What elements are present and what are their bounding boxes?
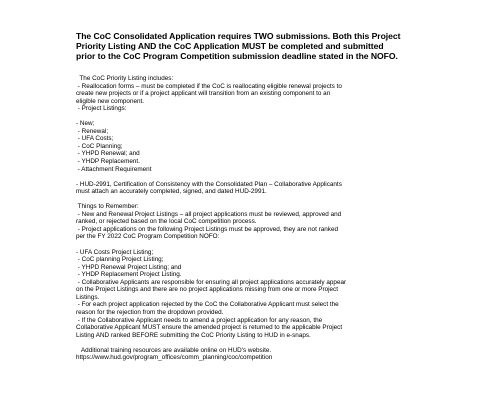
body-line: - YHDP Replacement. bbox=[76, 158, 140, 166]
body-line: https://www.hud.gov/program_offices/comm_planning/coc/competition bbox=[76, 354, 273, 362]
blank-line bbox=[76, 339, 481, 347]
blank-line bbox=[76, 113, 481, 121]
body-line: - If the Collaborative Applicant needs to amend a project application for any reason, the bbox=[76, 316, 323, 324]
body-line: on the Project Listings and there are no project applications missing from one or more Project bbox=[76, 286, 338, 294]
body-line: - New and Renewal Project Listings – all project applications must be reviewed, approved and bbox=[76, 210, 342, 218]
body-line: - Renewal; bbox=[76, 127, 109, 135]
body-line: Things to Remember: bbox=[76, 203, 139, 211]
body-line: Listing AND ranked BEFORE submitting the CoC Priority Listing to HUD in e-snaps. bbox=[76, 331, 311, 339]
body-line: - YHPD Renewal; and bbox=[76, 150, 140, 158]
body-line: - Attachment Requirement bbox=[76, 165, 152, 173]
body-line: reason for the rejection from the dropdown provided. bbox=[76, 308, 224, 316]
body-line: - New; bbox=[76, 120, 95, 128]
blank-line bbox=[76, 173, 481, 181]
body-line: Listings. bbox=[76, 293, 100, 301]
body-line: - HUD-2991, Certification of Consistency with the Consolidated Plan – Collaborative Applicants bbox=[76, 180, 342, 188]
body-line: - CoC planning Project Listing; bbox=[76, 256, 164, 264]
body-line: The CoC Priority Listing includes: bbox=[76, 75, 174, 82]
body-line: - Collaborative Applicants are responsible for ensuring all project applications accurately appear bbox=[76, 278, 347, 286]
body-line: create new projects or if a project applicant will transition from an existing component to an bbox=[76, 90, 331, 98]
body-line: - Reallocation forms – must be completed if the CoC is reallocating eligible renewal projects to bbox=[76, 82, 342, 90]
blank-line bbox=[76, 196, 481, 204]
body-line: eligible new component. bbox=[76, 97, 145, 105]
body-line: per the FY 2022 CoC Program Competition NOFO: bbox=[76, 233, 220, 241]
heading-line: The CoC Consolidated Application requires TWO submissions. Both this Project bbox=[76, 31, 401, 41]
body-line: - UFA Costs; bbox=[76, 135, 114, 143]
instructions-body bbox=[76, 75, 481, 362]
body-line: Collaborative Applicant MUST ensure the amended project is returned to the applicable Project bbox=[76, 324, 343, 332]
body-line: - UFA Costs Project Listing; bbox=[76, 248, 154, 256]
body-line: - Project applications on the following Project Listings must be approved, they are not ranked bbox=[76, 225, 339, 233]
submission-notice-heading bbox=[76, 31, 481, 61]
body-line: Additional training resources are available online on HUD's website. bbox=[76, 346, 272, 354]
body-line: - Project Listings: bbox=[76, 105, 127, 113]
blank-line bbox=[76, 241, 481, 249]
body-line: - CoC Planning; bbox=[76, 142, 123, 150]
body-line: ranked, or rejected based on the local CoC competition process. bbox=[76, 218, 257, 226]
heading-line: prior to the CoC Program Competition submission deadline stated in the NOFO. bbox=[76, 51, 398, 61]
body-line: - YHDP Replacement Project Listing. bbox=[76, 271, 182, 279]
body-line: - For each project application rejected by the CoC the Collaborative Applicant must select the bbox=[76, 301, 339, 309]
document-page bbox=[76, 31, 481, 362]
heading-line: Priority Listing AND the CoC Application MUST be completed and submitted bbox=[76, 41, 384, 51]
body-line: - YHPD Renewal Project Listing; and bbox=[76, 263, 182, 271]
body-line: must attach an accurately completed, signed, and dated HUD-2991. bbox=[76, 188, 267, 196]
